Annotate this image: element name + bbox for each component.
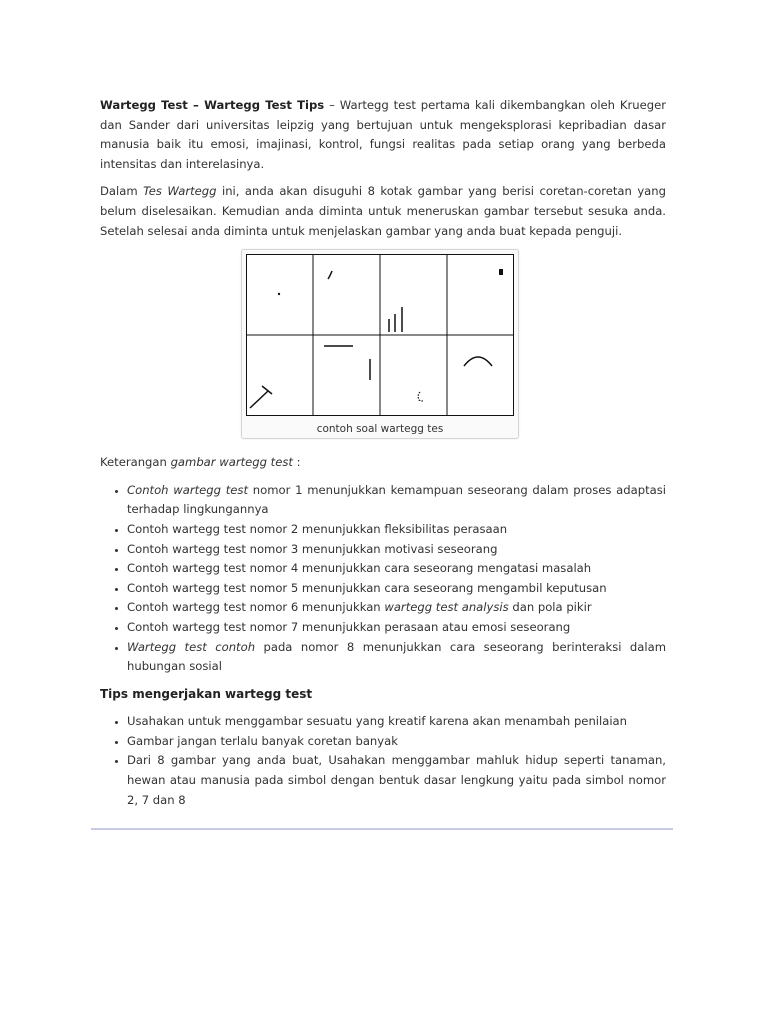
- intro-paragraph: [100, 96, 666, 174]
- keterangan-lead: Keterangan: [100, 455, 171, 470]
- description-lead: Dalam: [100, 184, 144, 199]
- list-item: [127, 540, 666, 560]
- description-paragraph: [100, 182, 666, 241]
- article-title: Wartegg Test – Wartegg Test Tips: [100, 98, 325, 112]
- list-item: [127, 559, 666, 579]
- wartegg-grid: [246, 254, 514, 416]
- item-text: Contoh wartegg test nomor 3 menunjukkan motivasi seseorang: [127, 541, 498, 556]
- intro-text: – Wartegg test pertama kali dikembangkan oleh Krueger dan Sander dari universitas leipzig yang bertujuan untuk mengeksplorasi kepribadian dasar manusia baik itu emosi, imajinasi, kontrol, fungsi realitas pada setiap orang yang berbeda intensitas dan interelasinya.: [100, 98, 667, 171]
- item-text: Contoh wartegg test nomor 6 menunjukkan: [127, 600, 385, 615]
- list-item: • Usahakan untuk menggambar sesuatu yang kreatif karena akan menambah penilaian: [127, 712, 666, 732]
- item-text: Contoh wartegg test nomor 2 menunjukkan fleksibilitas perasaan: [127, 521, 508, 536]
- keterangan-italic: gambar wartegg test: [170, 455, 293, 470]
- tips-list: [100, 712, 666, 810]
- item-text: pada nomor 8 menunjukkan cara seseorang berinteraksi dalam hubungan sosial: [127, 639, 666, 674]
- description-text: ini, anda akan disuguhi 8 kotak gambar yang berisi coretan-coretan yang belum diselesaikan. Kemudian anda diminta untuk meneruskan gambar tersebut sesuka anda. Setelah selesai anda diminta untuk menjelaskan gambar yang anda buat kepada penguji.: [100, 184, 666, 238]
- tips-heading: Tips mengerjakan wartegg test: [100, 686, 313, 701]
- figure-caption: contoh soal wartegg tes: [316, 423, 444, 436]
- item-text: Contoh wartegg test nomor 5 menunjukkan cara seseorang mengambil keputusan: [127, 580, 607, 595]
- box1-dot: [278, 293, 280, 295]
- item-italic: Wartegg test contoh: [127, 639, 256, 654]
- wartegg-figure: [241, 249, 519, 439]
- article-body: [100, 96, 666, 810]
- keterangan-colon: :: [292, 455, 301, 470]
- item-text: Contoh wartegg test nomor 4 menunjukkan cara seseorang mengatasi masalah: [127, 561, 592, 576]
- description-italic: Tes Wartegg: [143, 184, 217, 199]
- list-item: • Gambar jangan terlalu banyak coretan banyak: [127, 732, 666, 752]
- list-item: [127, 618, 666, 638]
- box4-square: [499, 269, 503, 275]
- list-item: [127, 579, 666, 599]
- list-item: [127, 481, 666, 520]
- list-item: [127, 598, 666, 618]
- list-item: • Dari 8 gambar yang anda buat, Usahakan menggambar mahluk hidup seperti tanaman, hewan atau manusia pada simbol dengan bentuk dasar lengkung yaitu pada simbol nomor 2, 7 dan 8: [127, 751, 666, 810]
- item-italic: Contoh wartegg test: [127, 482, 249, 497]
- list-item: [127, 638, 666, 677]
- item-text: nomor 1 menunjukkan kemampuan seseorang dalam proses adaptasi terhadap lingkungannya: [127, 482, 666, 517]
- item-italic: wartegg test analysis: [384, 600, 509, 615]
- wartegg-meaning-list: [100, 481, 666, 677]
- bottom-divider: [91, 828, 673, 830]
- item-text: dan pola pikir: [508, 600, 592, 615]
- keterangan-line: [100, 453, 666, 473]
- item-text: Contoh wartegg test nomor 7 menunjukkan perasaan atau emosi seseorang: [127, 619, 571, 634]
- list-item: [127, 520, 666, 540]
